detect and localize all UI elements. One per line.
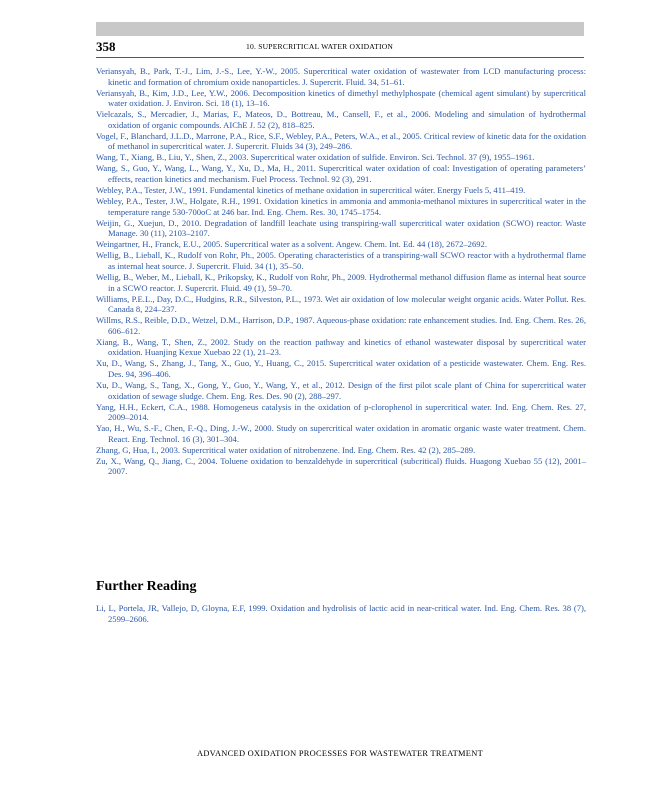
reference-item[interactable]: Weijin, G., Xuejun, D., 2010. Degradation of landfill leachate using transpiring-wall supercritical water oxidation (SCWO) reactor. Waste Manage. 30 (11), 2103–2107. (96, 217, 586, 239)
reference-item[interactable]: Xu, D., Wang, S., Tang, X., Gong, Y., Guo, Y., Wang, Y., et al., 2012. Design of the first pilot scale plant of China for supercritical water oxidation of sewage sludge. Chem. Eng. Res. Des. 90 (2), 288–297. (96, 380, 586, 401)
reference-item[interactable]: Yao, H., Wu, S.-F., Chen, F.-Q., Ding, J.-W., 2000. Study on supercritical water oxidation in aromatic organic waste water treatment. Chem. React. Eng. Technol. 16 (3), 301–304. (96, 423, 586, 444)
reference-item[interactable]: Zu, X., Wang, Q., Jiang, C., 2004. Toluene oxidation to benzaldehyde in supercritical (subcritical) fluids. Huagong Xuebao 55 (12), 2001–2007. (96, 455, 586, 477)
reference-item[interactable]: Vogel, F., Blanchard, J.L.D., Marrone, P.A., Rice, S.F., Webley, P.A., Peters, W.A., et al., 2005. Critical review of kinetic data for the oxidation of methanol in supercritical water. J. Supercrit. Fluids 34 (3), 249–286. (96, 130, 586, 152)
reference-item[interactable]: Xu, D., Wang, S., Zhang, J., Tang, X., Guo, Y., Huang, C., 2015. Supercritical water oxidation of a pesticide wastewater. Chem. Eng. Res. Des. 94, 396–406. (96, 358, 586, 379)
reference-item[interactable]: Yang, H.H., Eckert, C.A., 1988. Homogeneus catalysis in the oxidation of p-clorophenol in supercritical water. Ind. Eng. Chem. Res. 27, 2009–2014. (96, 401, 586, 423)
page-number: 358 (96, 39, 116, 54)
book-title-footer: ADVANCED OXIDATION PROCESSES FOR WASTEWATER TREATMENT (196, 749, 483, 758)
further-reading-list (96, 603, 586, 625)
reference-item[interactable]: Vielcazals, S., Mercadier, J., Marias, F., Mateos, D., Bottreau, M., Cansell, F., et al., 2006. Modeling and simulation of hydrothermal oxidation of organic compounds. AIChE J. 52 (2), 818–825. (96, 109, 586, 130)
reference-item[interactable]: Zhang, G, Hua, I., 2003. Supercritical water oxidation of nitrobenzene. Ind. Eng. Chem. Res. 42 (2), 285–289. (96, 444, 476, 455)
reference-item[interactable]: Weingartner, H., Franck, E.U., 2005. Supercritical water as a solvent. Angew. Chem. Int. Ed. 44 (18), 2672–2692. (96, 239, 488, 250)
further-reading-item[interactable]: Li, L, Portela, JR, Vallejo, D, Gloyna, E.F, 1999. Oxidation and hydrolisis of lactic acid in near-critical water. Ind. Eng. Chem. Res. 38 (7), 2599–2606. (96, 603, 586, 624)
reference-item[interactable]: Webley, P.A., Tester, J.W., 1991. Fundamental kinetics of methane oxidation in supercritical wáter. Energy Fuels 5, 411–419. (96, 185, 526, 196)
reference-item[interactable]: Veriansyah, B., Kim, J.D., Lee, Y.W., 2006. Decomposition kinetics of dimethyl methylphospate (chemical agent simulant) by supercritical water oxidation. J. Environ. Sci. 18 (1), 13–16. (96, 87, 586, 109)
reference-item[interactable]: Wellig, B., Weber, M., Lieball, K., Prikopsky, K., Rudolf von Rohr, Ph., 2009. Hydrothermal methanol diffusion flame as internal heat source in a SCWO reactor. J. Supercrit. Fluid. 49 (1), 59–70. (96, 272, 586, 293)
reference-item[interactable]: Webley, P.A., Tester, J.W., Holgate, R.H., 1991. Oxidation kinetics in ammonia and ammonia-methanol mixtures in supercritical water in the temperature range 530-700oC at 246 bar. Ind. Eng. Chem. Res. 30, 1745–1754. (96, 196, 586, 217)
reference-item[interactable]: Willms, R.S., Reible, D.D., Wetzel, D.M., Harrison, D.P., 1987. Aqueous-phase oxidation: rate enhancement studies. Ind. Eng. Chem. Res. 26, 606–612. (96, 315, 586, 336)
chapter-title: 10. SUPERCRITICAL WATER OXIDATION (246, 42, 394, 51)
reference-item[interactable]: Wang, T., Xiang, B., Liu, Y., Shen, Z., 2003. Supercritical water oxidation of sulfide. Environ. Sci. Technol. 37 (9), 1955–1961. (96, 152, 535, 163)
reference-list (96, 66, 586, 477)
reference-item[interactable]: Xiang, B., Wang, T., Shen, Z., 2002. Study on the reaction pathway and kinetics of ethanol wastewater disposal by supercritical water oxidation. Huanjing Kexue Xuebao 22 (1), 21–23. (96, 336, 586, 358)
reference-item[interactable]: Wang, S., Guo, Y., Wang, L., Wang, Y., Xu, D., Ma, H., 2011. Supercritical water oxidation of coal: Investigation of operating parameters’ effects, reaction kinetics and mechanism. Fuel Process. Technol. 92 (3), 291. (96, 163, 586, 184)
reference-item[interactable]: Williams, P.E.L., Day, D.C., Hudgins, R.R., Silveston, P.L., 1973. Wet air oxidation of low molecular weight organic acids. Water Pollut. Res. Canada 8, 224–237. (96, 293, 586, 315)
reference-item[interactable]: Veriansyah, B., Park, T.-J., Lim, J.-S., Lee, Y.-W., 2005. Supercritical water oxidation of wastewater from LCD manufacturing process: kinetic and formation of chromium oxide nanoparticles. J. Supercrit. Fluid. 34, 51–61. (96, 66, 586, 87)
running-header (96, 37, 584, 58)
header-band (96, 22, 584, 36)
further-reading-heading: Further Reading (96, 579, 197, 594)
reference-item[interactable]: Wellig, B., Lieball, K., Rudolf von Rohr, Ph., 2005. Operating characteristics of a transpiring-wall SCWO reactor with a hydrothermal flame as internal heat source. J. Supercrit. Fluid. 34 (1), 35–50. (96, 250, 586, 271)
